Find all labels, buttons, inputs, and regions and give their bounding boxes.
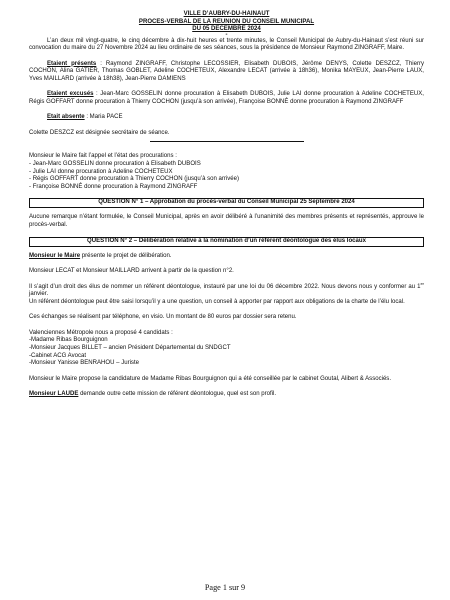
propose-paragraph: Monsieur le Maire propose la candidature de Madame Ribas Bourguignon qui a été conseillée par le cabinet Goutal, Alibert & Associés. xyxy=(29,375,392,382)
list-item: - Julie LAI donne procuration à Adeline COCHETEUX xyxy=(29,168,173,175)
header-dash: - xyxy=(225,31,228,38)
droit-superscript: er xyxy=(420,280,424,286)
presents-text: : Raymond ZINGRAFF, Christophe LECOSSIER, Elisabeth DUBOIS, Jérôme DENYS, Colette DESZCZ, Thierry COCHON, Alina GATIER, Thomas GOBLET, Adeline COCHETEUX, Alexandre LECAT (arrivée à 18h36), Monika MAYEUX, Jean-Pierre LAUX, Yves MAILLARD (arrivée à 18h38), Jean-Pierre DAMIENS xyxy=(29,60,424,82)
presents-label: Etaient présents xyxy=(47,60,97,67)
list-item: -Cabinet ACG Avocat xyxy=(29,352,87,359)
list-item: - Régis GOFFART donne procuration à Thierry COCHON (jusqu’à son arrivée) xyxy=(29,176,240,183)
referent-paragraph: Un référent déontologue peut être saisi lorsqu’il y a une question, un conseil à apporter par rapport aux obligations de la charte de l’élu local. xyxy=(29,298,405,305)
question-2-title: QUESTION N° 2 – Délibération relative à la nomination d’un référent déontologue des élus locaux xyxy=(29,237,424,247)
echanges-paragraph: Ces échanges se réalisent par téléphone, en visio. Un montant de 80 euros par dossier sera retenu. xyxy=(29,314,297,321)
absente-text: : Maria PACE xyxy=(84,114,123,121)
header-title: PROCES-VERBAL DE LA REUNION DU CONSEIL MUNICIPAL xyxy=(138,18,315,25)
appel-intro: Monsieur le Maire fait l’appel et l’état des procurations : xyxy=(29,153,177,160)
droit-text-end: janvier. xyxy=(29,291,49,298)
laude-text: demande outre cette mission de référent déontologue, quel est son profil. xyxy=(78,390,277,397)
maire-paragraph xyxy=(29,253,424,261)
list-item: - Françoise BONNÉ donne procuration à Raymond ZINGRAFF xyxy=(29,184,198,191)
maire-text: présente le projet de délibération. xyxy=(80,252,172,259)
droit-paragraph xyxy=(29,280,424,299)
list-item: -Madame Ribas Bourguignon xyxy=(29,337,108,344)
valenciennes-paragraph: Valenciennes Métropole nous a proposé 4 candidats : xyxy=(29,329,173,336)
laude-label: Monsieur LAUDE xyxy=(29,390,79,397)
absente-paragraph xyxy=(29,114,424,122)
page-footer: Page 1 sur 9 xyxy=(204,583,246,592)
laude-paragraph xyxy=(29,391,424,399)
header-date: DU 05 DECEMBRE 2024 xyxy=(192,26,261,32)
excuses-label: Etaient excusés xyxy=(47,91,94,98)
list-item: -Monsieur Jacques BILLET – ancien Président Départemental du SNDGCT xyxy=(29,344,231,351)
arrive-paragraph: Monsieur LECAT et Monsieur MAILLARD arrivent à partir de la question n°2. xyxy=(29,268,234,275)
intro-paragraph: L’an deux mil vingt-quatre, le cinq décembre à dix-huit heures et trente minutes, le Conseil Municipal de Aubry-du-Hainaut s’est réuni sur convocation du maire du 27 Novembre 2024 au lieu ordinaire de ses séances, sous la présidence de Monsieur Raymond ZINGRAFF, Maire. xyxy=(29,37,424,52)
maire-label: Monsieur le Maire xyxy=(29,252,81,259)
absente-label: Etait absente xyxy=(47,114,85,121)
excuses-paragraph xyxy=(29,91,424,106)
header-city: VILLE D’AUBRY-DU-HAINAUT xyxy=(183,11,270,17)
question-1-title: QUESTION N° 1 – Approbation du procès-verbal du Conseil Municipal 25 Septembre 2024 xyxy=(29,198,424,208)
droit-text: Il s’agit d’un droit des élus de nommer un référent déontologue, instauré par une loi du 06 décembre 2022. Nous devons nous y conformer au 1 xyxy=(29,283,421,290)
secretary-paragraph: Colette DESZCZ est désignée secrétaire de séance. xyxy=(29,129,170,136)
presents-paragraph xyxy=(29,61,424,84)
excuses-text: : Jean-Marc GOSSELIN donne procuration à Elisabeth DUBOIS, Julie LAI donne procuration à Adeline COCHETEUX, Régis GOFFART donne procuration à Thierry COCHON (jusqu’à son arrivée), Françoise BONNÉ donne procuration à Raymond ZINGRAFF xyxy=(29,91,424,105)
list-item: - Jean-Marc GOSSELIN donne procuration à Elisabeth DUBOIS xyxy=(29,160,201,167)
list-item: -Monsieur Yanisse BENRAHOU – Juriste xyxy=(29,360,140,367)
question-1-text: Aucune remarque n’étant formulée, le Conseil Municipal, après en avoir délibéré à l’unanimité des membres présents et représentés, approuve le procès-verbal. xyxy=(29,214,424,228)
